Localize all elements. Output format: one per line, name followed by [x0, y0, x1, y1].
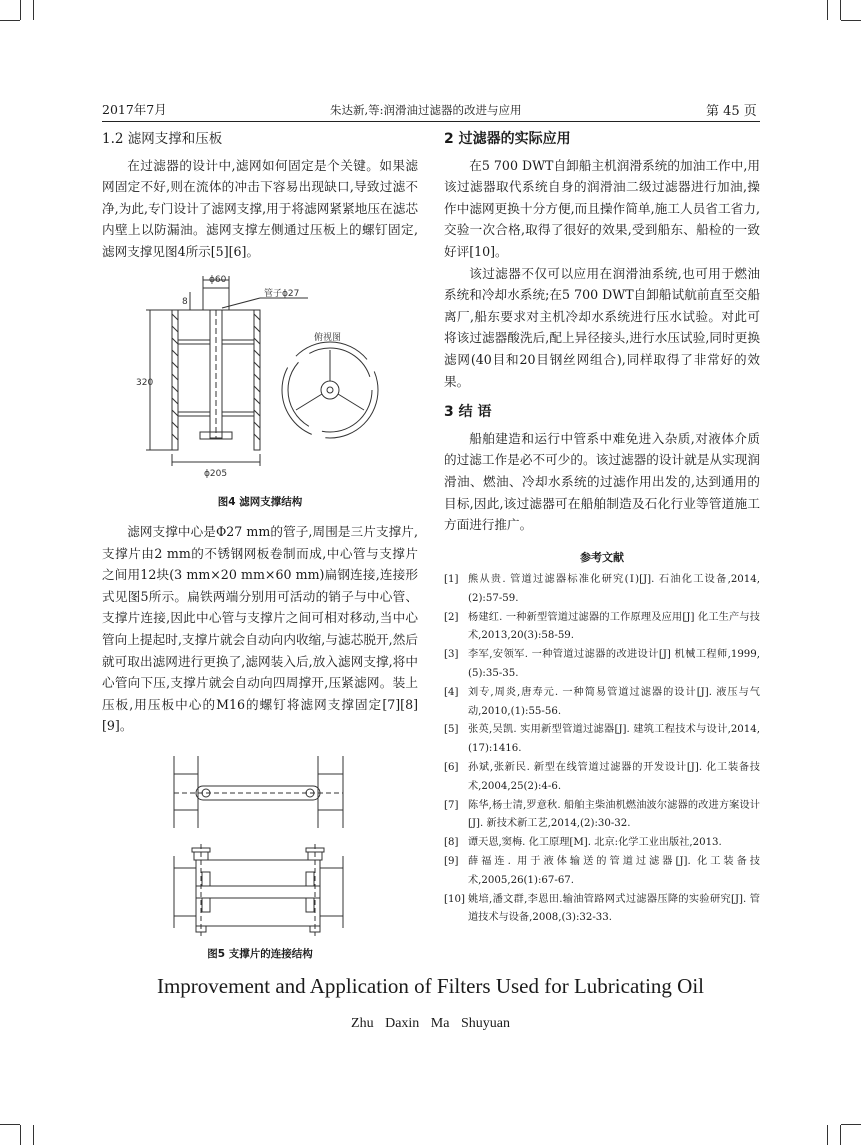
reference-text: 谭天恩,窦梅. 化工原理[M]. 北京:化学工业出版社,2013. — [468, 837, 722, 849]
left-column-lower — [102, 521, 418, 737]
reference-text: 孙斌,张新民. 新型在线管道过滤器的开发设计[J]. 化工装备技术,2004,25(2):4-6. — [468, 761, 760, 792]
reference-item — [444, 646, 760, 684]
crop-mark — [20, 1125, 21, 1145]
reference-number: [6] — [444, 761, 459, 773]
reference-number: [7] — [444, 799, 459, 811]
reference-item — [444, 891, 760, 929]
running-title: 朱达新,等:润滑油过滤器的改进与应用 — [330, 103, 522, 117]
section-heading-3: 3 结 语 — [444, 404, 492, 421]
crop-mark — [827, 1125, 828, 1145]
crop-mark — [840, 0, 841, 20]
reference-text: 熊从贵. 管道过滤器标准化研究(Ⅰ)[J]. 石油化工设备,2014,(2):57-59. — [468, 574, 760, 604]
section-heading-1-2: 1.2 滤网支撑和压板 — [102, 131, 223, 147]
reference-text: 姚培,潘文群,李恩田.输油管路网式过滤器压降的实验研究[J]. 管道技术与设备,2008,(3):32-33. — [468, 893, 760, 924]
reference-text: 刘专,周炎,唐寿元. 一种简易管道过滤器的设计[J]. 液压与气动,2010,(1):55-56. — [468, 686, 760, 717]
reference-number: [1] — [444, 574, 459, 585]
paragraph: 在5 700 DWT自卸船主机润滑系统的加油工作中,用该过滤器取代系统自身的润滑油二级过滤器进行加油,操作中滤网更换十分方便,而且操作简单,施工人员省工省力,交验一次合格,取得了很好的效果,受到船东、船检的一致好评[10]。 — [444, 157, 760, 259]
reference-item — [444, 721, 760, 759]
crop-mark — [0, 1124, 20, 1125]
english-title: Improvement and Application of Filters Used for Lubricating Oil — [156, 974, 705, 998]
reference-number: [9] — [444, 855, 459, 867]
reference-number: [5] — [444, 724, 459, 736]
figure-4-diagram — [130, 270, 400, 485]
label-eight: 8 — [182, 297, 188, 307]
reference-text: 陈华,杨士清,罗意秋. 船舶主柴油机燃油波尔滤器的改进方案设计[J]. 新技术新工艺,2014,(2):30-32. — [468, 799, 760, 830]
paragraph: 该过滤器不仅可以应用在润滑油系统,也可用于燃油系统和冷却水系统;在5 700 DWT自卸船试航前直至交船离厂,船东要求对主机冷却水系统进行压水试验。对此可将该过滤器酸洗后,配上异径接头,进行水压试验,同时更换滤网(40目和20目钢丝网组合),同样取得了非常好的效果。 — [444, 265, 760, 389]
crop-mark — [827, 0, 828, 20]
figure-5-diagram — [168, 748, 353, 938]
paragraph: 船舶建造和运行中管系中难免进入杂质,对液体介质的过滤工作是必不可少的。该过滤器的设计就是从实现润滑油、燃油、冷却水系统的过滤作用出发的,达到通用的目标,因此,该过滤器可在船舶制造及石化行业等管道施工方面进行推广。 — [444, 430, 760, 533]
reference-item — [444, 609, 760, 647]
crop-mark — [0, 20, 20, 21]
crop-mark — [840, 1125, 841, 1145]
label-pipe: 管子ϕ27 — [264, 289, 300, 299]
reference-text: 张英,吴凯. 实用新型管道过滤器[J]. 建筑工程技术与设计,2014,(17):1416. — [468, 724, 760, 755]
reference-item — [444, 853, 760, 891]
reference-text: 薛福连. 用于液体输送的管道过滤器[J]. 化工装备技术,2005,26(1):67-67. — [468, 855, 760, 886]
label-top-view: 俯视图 — [314, 333, 342, 343]
reference-list — [444, 571, 760, 928]
references-title: 参考文献 — [580, 551, 624, 564]
crop-mark — [33, 0, 34, 20]
crop-mark — [841, 1124, 861, 1125]
crop-mark — [20, 0, 21, 20]
label-phi205: ϕ205 — [204, 469, 228, 479]
paragraph: 滤网支撑中心是Φ27 mm的管子,周围是三片支撑片,支撑片由2 mm的不锈钢网板卷制而成,中心管与支撑片之间用12块(3 mm×20 mm×60 mm)扁钢连接,连接形式见图5所示。扁铁两端分别用可活动的销子与中心管、支撑片连接,因此中心管与支撑片之间可相对移动,当中心管向上提起时,支撑片就会自动向内收缩,与滤芯脱开,然后就可取出滤网进行更换了,滤网装入后,放入滤网支撑,将中心管向下压,支撑片就会自动向四周撑开,压紧滤网。装上压板,用压板中心的M16的螺钉将滤网支撑固定[7][8][9]。 — [102, 524, 418, 734]
reference-number: [3] — [444, 649, 459, 661]
crop-mark — [841, 20, 861, 21]
english-authors: Zhu Daxin Ma Shuyuan — [351, 1016, 510, 1031]
figure-5-caption: 图5 支撑片的连接结构 — [207, 948, 313, 960]
reference-number: [4] — [444, 686, 459, 698]
reference-number: [2] — [444, 611, 459, 623]
header-rule — [102, 121, 760, 122]
header-date: 2017年7月 — [102, 102, 167, 117]
reference-item — [444, 684, 760, 722]
crop-mark — [33, 1125, 34, 1145]
reference-item — [444, 759, 760, 797]
left-column — [102, 129, 418, 263]
paragraph: 在过滤器的设计中,滤网如何固定是个关键。如果滤网固定不好,则在流体的冲击下容易出现缺口,导致过滤不净,为此,专门设计了滤网支撑,用于将滤网紧紧地压在滤芯内壁上以防漏油。滤网支撑左侧通过压板上的螺钉固定,滤网支撑见图4所示[5][6]。 — [102, 157, 418, 259]
label-phi60: ϕ60 — [209, 275, 227, 285]
label-height: 320 — [136, 378, 154, 388]
reference-item — [444, 834, 760, 853]
figure-4-caption: 图4 滤网支撑结构 — [217, 496, 303, 508]
page-number: 第 45 页 — [706, 104, 757, 119]
reference-item — [444, 571, 760, 609]
section-heading-2: 2 过滤器的实际应用 — [444, 131, 571, 147]
reference-text: 杨建红. 一种新型管道过滤器的工作原理及应用[J] 化工生产与技术,2013,20(3):58-59. — [468, 611, 760, 642]
right-column — [444, 129, 760, 536]
references — [444, 549, 760, 928]
reference-number: [8] — [444, 837, 459, 849]
reference-item — [444, 797, 760, 835]
reference-text: 李军,安领军. 一种管道过滤器的改进设计[J] 机械工程师,1999,(5):35-35. — [468, 649, 760, 679]
reference-number: [10] — [444, 893, 465, 905]
